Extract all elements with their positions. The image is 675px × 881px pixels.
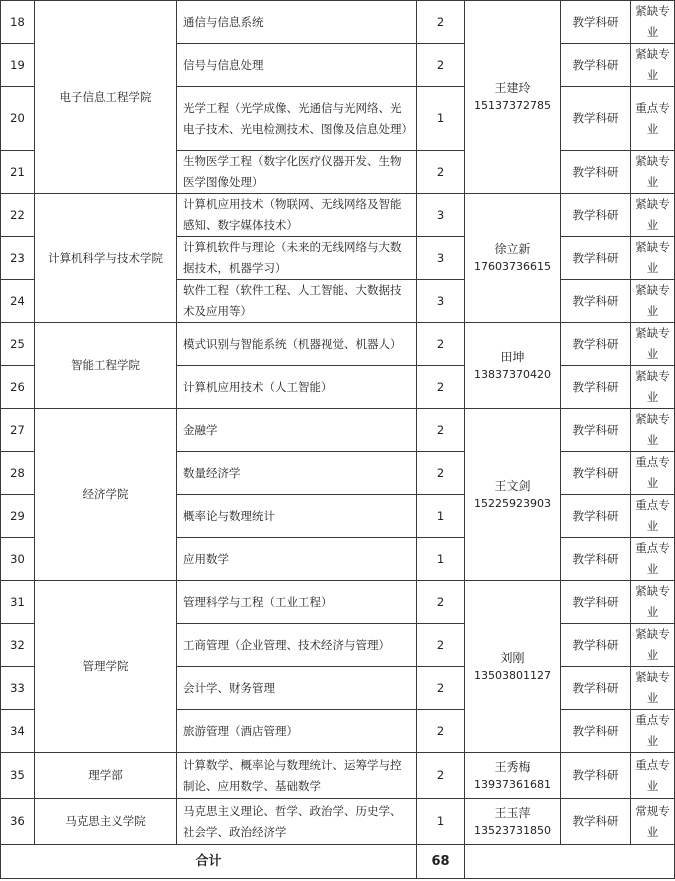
major-cell: 通信与信息系统 [177, 1, 417, 44]
major-cell: 模式识别与智能系统（机器视觉、机器人） [177, 323, 417, 366]
row-number: 33 [1, 667, 35, 710]
type-cell: 重点专业 [631, 710, 675, 753]
work-cell: 教学科研 [561, 753, 631, 799]
contact-cell [465, 753, 561, 799]
count-cell: 3 [417, 280, 465, 323]
row-number: 31 [1, 581, 35, 624]
count-cell: 2 [417, 323, 465, 366]
table-row [1, 799, 675, 845]
count-cell: 2 [417, 581, 465, 624]
work-cell: 教学科研 [561, 452, 631, 495]
contact-name: 田坤 [500, 349, 525, 364]
major-cell: 计算数学、概率论与数理统计、运筹学与控制论、应用数学、基础数学 [177, 753, 417, 799]
type-cell: 常规专业 [631, 799, 675, 845]
row-number: 26 [1, 366, 35, 409]
total-count: 68 [417, 845, 465, 879]
row-number: 18 [1, 1, 35, 44]
type-cell: 重点专业 [631, 452, 675, 495]
college-name: 理学部 [35, 753, 177, 799]
contact-phone: 13837370420 [474, 367, 551, 381]
row-number: 27 [1, 409, 35, 452]
row-number: 29 [1, 495, 35, 538]
college-name: 电子信息工程学院 [35, 1, 177, 194]
work-cell: 教学科研 [561, 323, 631, 366]
major-cell: 工商管理（企业管理、技术经济与管理） [177, 624, 417, 667]
row-number: 32 [1, 624, 35, 667]
row-number: 19 [1, 44, 35, 87]
type-cell: 重点专业 [631, 753, 675, 799]
type-cell: 重点专业 [631, 538, 675, 581]
work-cell: 教学科研 [561, 495, 631, 538]
type-cell: 重点专业 [631, 495, 675, 538]
major-cell: 概率论与数理统计 [177, 495, 417, 538]
work-cell: 教学科研 [561, 237, 631, 280]
type-cell: 紧缺专业 [631, 280, 675, 323]
work-cell: 教学科研 [561, 667, 631, 710]
work-cell: 教学科研 [561, 194, 631, 237]
type-cell: 紧缺专业 [631, 366, 675, 409]
count-cell: 2 [417, 667, 465, 710]
major-cell: 计算机应用技术（人工智能） [177, 366, 417, 409]
contact-phone: 15137372785 [474, 99, 551, 112]
count-cell: 1 [417, 495, 465, 538]
row-number: 22 [1, 194, 35, 237]
work-cell: 教学科研 [561, 624, 631, 667]
contact-cell [465, 1, 561, 194]
contact-name: 王文剑 [494, 478, 531, 493]
count-cell: 1 [417, 87, 465, 151]
contact-name: 王秀梅 [494, 759, 531, 774]
work-cell: 教学科研 [561, 710, 631, 753]
count-cell: 2 [417, 710, 465, 753]
major-cell: 计算机应用技术（物联网、无线网络及智能感知、数字媒体技术） [177, 194, 417, 237]
work-cell: 教学科研 [561, 366, 631, 409]
major-cell: 生物医学工程（数字化医疗仪器开发、生物医学图像处理） [177, 151, 417, 194]
count-cell: 2 [417, 1, 465, 44]
work-cell: 教学科研 [561, 581, 631, 624]
type-cell: 重点专业 [631, 87, 675, 151]
count-cell: 3 [417, 237, 465, 280]
table-row [1, 194, 675, 237]
type-cell: 紧缺专业 [631, 667, 675, 710]
contact-phone: 13503801127 [474, 668, 551, 682]
type-cell: 紧缺专业 [631, 323, 675, 366]
table-row [1, 581, 675, 624]
contact-name: 徐立新 [494, 242, 531, 256]
work-cell: 教学科研 [561, 538, 631, 581]
contact-phone: 13523731850 [474, 823, 551, 837]
contact-name: 王玉萍 [494, 805, 531, 820]
major-cell: 马克思主义理论、哲学、政治学、历史学、社会学、政治经济学 [177, 799, 417, 845]
row-number: 21 [1, 151, 35, 194]
count-cell: 1 [417, 538, 465, 581]
row-number: 35 [1, 753, 35, 799]
table-row [1, 1, 675, 44]
major-cell: 应用数学 [177, 538, 417, 581]
major-cell: 光学工程（光学成像、光通信与光网络、光电子技术、光电检测技术、图像及信息处理） [177, 87, 417, 151]
work-cell: 教学科研 [561, 799, 631, 845]
type-cell: 紧缺专业 [631, 1, 675, 44]
row-number: 28 [1, 452, 35, 495]
row-number: 23 [1, 237, 35, 280]
work-cell: 教学科研 [561, 87, 631, 151]
contact-cell [465, 799, 561, 845]
type-cell: 紧缺专业 [631, 44, 675, 87]
type-cell: 紧缺专业 [631, 624, 675, 667]
type-cell: 紧缺专业 [631, 237, 675, 280]
total-label: 合计 [1, 845, 417, 879]
major-cell: 会计学、财务管理 [177, 667, 417, 710]
major-cell: 信号与信息处理 [177, 44, 417, 87]
count-cell: 2 [417, 624, 465, 667]
table-row [1, 753, 675, 799]
work-cell: 教学科研 [561, 151, 631, 194]
contact-name: 王建玲 [494, 81, 531, 95]
major-cell: 管理科学与工程（工业工程） [177, 581, 417, 624]
type-cell: 紧缺专业 [631, 194, 675, 237]
count-cell: 2 [417, 452, 465, 495]
row-number: 34 [1, 710, 35, 753]
work-cell: 教学科研 [561, 1, 631, 44]
college-name: 马克思主义学院 [35, 799, 177, 845]
count-cell: 2 [417, 44, 465, 87]
count-cell: 2 [417, 366, 465, 409]
row-number: 25 [1, 323, 35, 366]
contact-phone: 15225923903 [474, 496, 551, 510]
work-cell: 教学科研 [561, 409, 631, 452]
contact-cell [465, 194, 561, 323]
major-cell: 旅游管理（酒店管理） [177, 710, 417, 753]
college-name: 经济学院 [35, 409, 177, 581]
count-cell: 2 [417, 409, 465, 452]
contact-phone: 13937361681 [474, 777, 551, 791]
contact-cell [465, 409, 561, 581]
row-number: 20 [1, 87, 35, 151]
contact-cell [465, 323, 561, 409]
total-row [1, 845, 675, 879]
count-cell: 1 [417, 799, 465, 845]
major-cell: 计算机软件与理论（未来的无线网络与大数据技术，机器学习） [177, 237, 417, 280]
type-cell: 紧缺专业 [631, 151, 675, 194]
total-empty [465, 845, 675, 879]
contact-name: 刘刚 [500, 650, 525, 665]
count-cell: 2 [417, 151, 465, 194]
college-name: 计算机科学与技术学院 [35, 194, 177, 323]
contact-phone: 17603736615 [474, 260, 551, 273]
work-cell: 教学科研 [561, 280, 631, 323]
college-name: 管理学院 [35, 581, 177, 753]
row-number: 24 [1, 280, 35, 323]
row-number: 36 [1, 799, 35, 845]
row-number: 30 [1, 538, 35, 581]
count-cell: 3 [417, 194, 465, 237]
type-cell: 紧缺专业 [631, 409, 675, 452]
college-name: 智能工程学院 [35, 323, 177, 409]
type-cell: 紧缺专业 [631, 581, 675, 624]
count-cell: 2 [417, 753, 465, 799]
contact-cell [465, 581, 561, 753]
work-cell: 教学科研 [561, 44, 631, 87]
table-row [1, 409, 675, 452]
major-cell: 数量经济学 [177, 452, 417, 495]
major-cell: 金融学 [177, 409, 417, 452]
major-cell: 软件工程（软件工程、人工智能、大数据技术及应用等） [177, 280, 417, 323]
table-row [1, 323, 675, 366]
